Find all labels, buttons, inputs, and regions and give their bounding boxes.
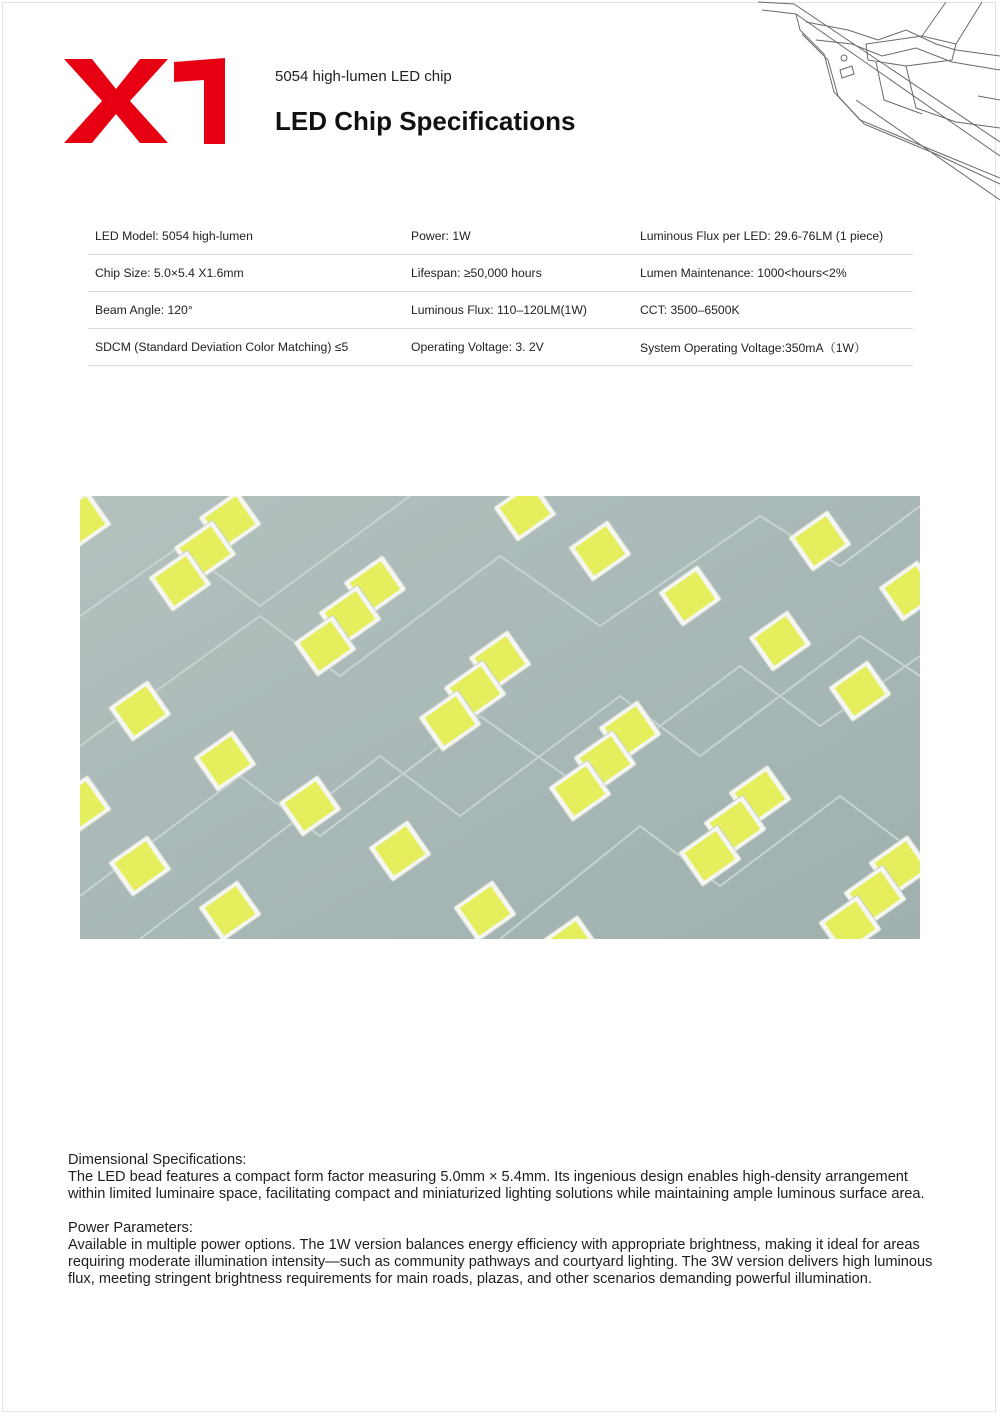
spec-cell: Luminous Flux per LED: 29.6-76LM (1 piece) [640, 229, 884, 243]
spec-cell: Lumen Maintenance: 1000<hours<2% [640, 266, 847, 280]
description [68, 1152, 938, 1288]
section-power [68, 1220, 938, 1288]
x1-logo [62, 56, 228, 146]
spec-cell: System Operating Voltage:350mA（1W） [640, 340, 867, 355]
section-body: The LED bead features a compact form factor measuring 5.0mm × 5.4mm. Its ingenious design enables high-density arrangement within limited luminaire space, facilitating compact and miniaturized lighting solutions while maintaining ample luminous surface area. [68, 1169, 925, 1202]
section-body: Available in multiple power options. The 1W version balances energy efficiency with appropriate brightness, making it ideal for areas requiring moderate illumination intensity—such as community pathways and courtyard lighting. The 3W version delivers high luminous flux, meeting stringent brightness requirements for main roads, plazas, and other scenarios demanding powerful illumination. [68, 1237, 933, 1287]
spec-cell: CCT: 3500–6500K [640, 303, 740, 317]
led-board-photo [80, 496, 920, 939]
spec-cell: Power: 1W [411, 229, 471, 243]
spec-cell: Chip Size: 5.0×5.4 X1.6mm [95, 266, 244, 280]
page-subtitle: 5054 high-lumen LED chip [275, 68, 452, 85]
table-row [88, 292, 913, 329]
streetlight-sketch-icon [756, 0, 1000, 205]
page-title: LED Chip Specifications [275, 106, 576, 136]
spec-cell: Beam Angle: 120° [95, 303, 193, 317]
spec-cell: Lifespan: ≥50,000 hours [411, 266, 542, 280]
spec-cell: Operating Voltage: 3. 2V [411, 340, 544, 354]
spec-cell: SDCM (Standard Deviation Color Matching) ≤5 [95, 340, 349, 354]
section-heading: Dimensional Specifications: [68, 1152, 247, 1168]
table-row [88, 218, 913, 255]
spec-cell: Luminous Flux: 110–120LM(1W) [411, 303, 587, 317]
specs-table [88, 218, 913, 366]
section-dimensional [68, 1152, 938, 1203]
section-heading: Power Parameters: [68, 1220, 193, 1236]
table-row [88, 255, 913, 292]
spec-cell: LED Model: 5054 high-lumen [95, 229, 253, 243]
table-row [88, 329, 913, 366]
